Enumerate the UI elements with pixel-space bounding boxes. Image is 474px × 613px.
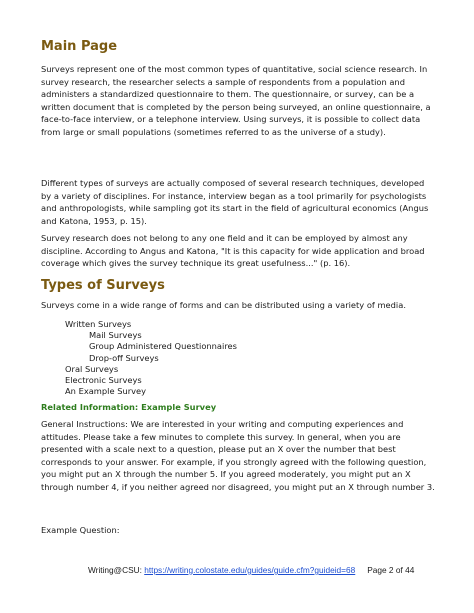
general-instructions-paragraph: General Instructions: We are interested in your writing and computing experiences and attitudes. Please take a few minutes to complete this survey. In general, when you are presented with a scale next to a question, please put an X over the number that best corresponds to your answer. For example, if you strongly agreed with the following question, you might put an X through the number 5. If you agreed moderately, you might put an X through number 4, if you neither agreed nor disagreed, you might put an X through number 3. — [41, 419, 435, 492]
list-item: Mail Surveys — [89, 330, 142, 341]
list-item: Electronic Surveys — [65, 375, 142, 386]
example-question-label: Example Question: — [41, 525, 120, 535]
survey-field-paragraph: Survey research does not belong to any one field and it can be employed by almost any discipline. According to Angus and Katona, "It is this capacity for wide application and broad coverage which gives the survey technique its great usefulness..." (p. 16). — [41, 233, 425, 269]
survey-types-paragraph: Different types of surveys are actually composed of several research techniques, developed by a variety of disciplines. For instance, interview began as a tool primarily for psychologists and anthropologists, while sampling got its start in the field of agricultural economics (Angus and Katona, 1953, p. 15). — [41, 178, 429, 226]
list-item: Written Surveys — [65, 319, 132, 329]
list-item: An Example Survey — [65, 386, 147, 397]
list-item: Group Administered Questionnaires — [89, 341, 237, 352]
intro-paragraph: Surveys represent one of the most common types of quantitative, social science research. In survey research, the researcher selects a sample of respondents from a population and administers a standardized questionnaire to them. The questionnaire, or survey, can be a written document that is completed by the person being surveyed, an online questionnaire, a face-to-face interview, or a telephone interview. Using surveys, it is possible to collect data from large or small populations (sometimes referred to as the universe of a study). — [41, 64, 431, 137]
main-page-heading: Main Page — [41, 39, 118, 54]
footer-prefix: Writing@CSU: — [88, 565, 145, 575]
page-number: Page 2 of 44 — [367, 565, 415, 575]
related-information-heading: Related Information: Example Survey — [41, 402, 217, 412]
list-item: Oral Surveys — [65, 363, 119, 374]
page-footer — [88, 565, 448, 575]
list-item: Drop-off Surveys — [89, 352, 159, 363]
types-of-surveys-heading: Types of Surveys — [41, 278, 165, 293]
guide-url-link[interactable]: https://writing.colostate.edu/guides/guide.cfm?guideid=68 — [144, 565, 356, 575]
survey-types-list — [65, 319, 237, 397]
types-intro-paragraph: Surveys come in a wide range of forms and can be distributed using a variety of media. — [41, 300, 406, 310]
